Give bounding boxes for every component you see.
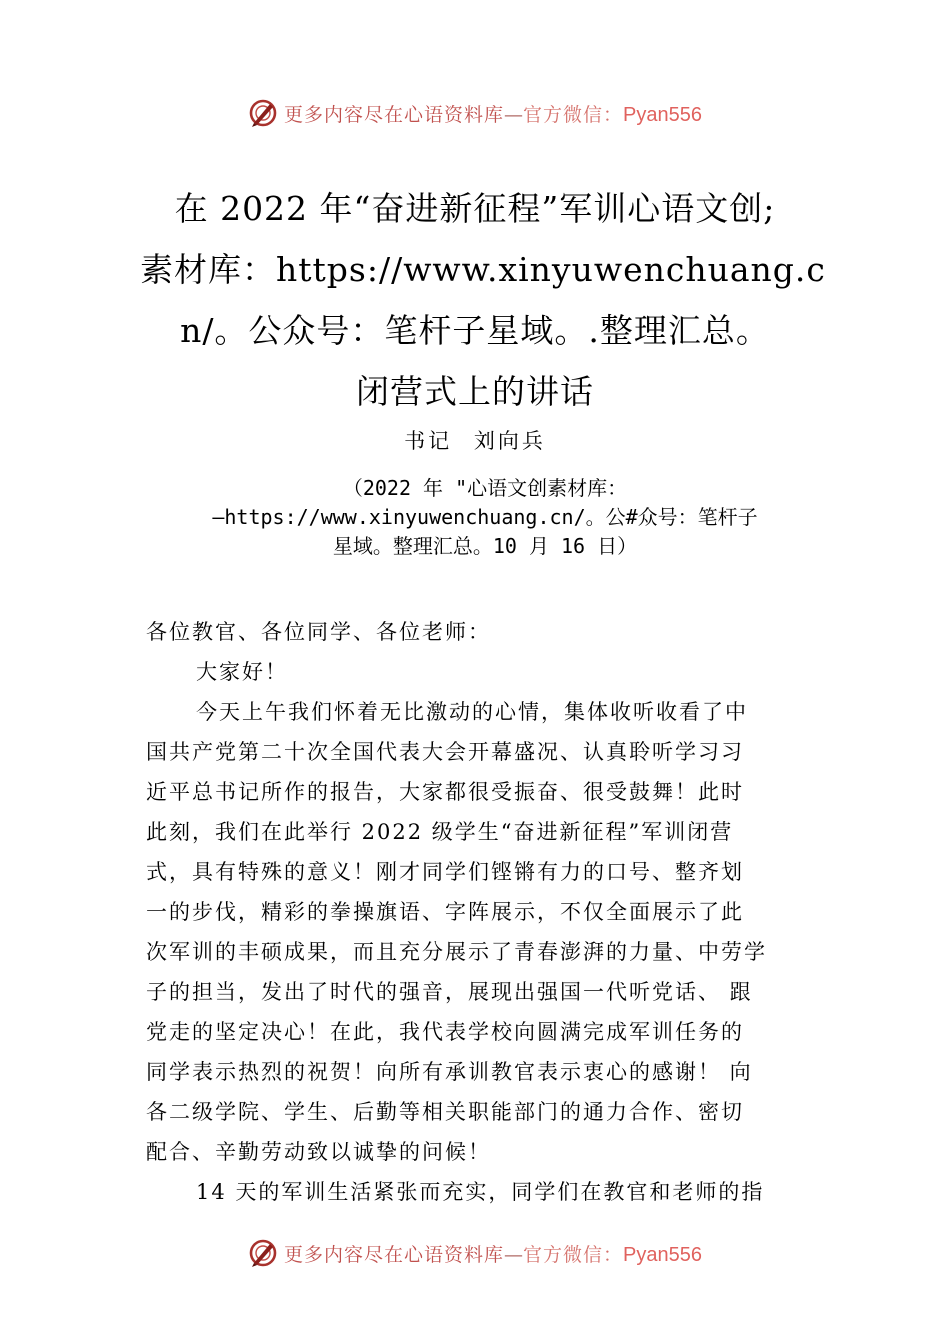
header-banner-text: 更多内容尽在心语资料库—官方微信：Pyan556 <box>284 103 702 126</box>
greeting: 大家好！ <box>196 660 288 684</box>
paragraph-line: 一的步伐，精彩的拳操旗语、字阵展示，不仅全面展示了此 <box>146 900 744 924</box>
wechat-id: Pyan556 <box>623 103 702 126</box>
pen-circle-logo-icon <box>248 98 278 128</box>
pen-circle-logo-icon <box>248 1238 278 1268</box>
document-title <box>140 178 826 422</box>
footer-banner-text: 更多内容尽在心语资料库—官方微信：Pyan556 <box>284 1243 702 1266</box>
title-line: n/。公众号：笔杆子星域。.整理汇总。 <box>180 311 770 350</box>
footer-banner <box>0 1233 950 1273</box>
date-note <box>145 474 825 561</box>
paragraph-line: 配合、辛勤劳动致以诚挚的问候！ <box>146 1140 491 1164</box>
paragraph-line: 式，具有特殊的意义！刚才同学们铿锵有力的口号、整齐划 <box>146 860 744 884</box>
note-line: （2022 年 "心语文创素材库： <box>342 476 628 500</box>
salutation: 各位教官、各位同学、各位老师： <box>146 620 491 644</box>
paragraph-line: 各二级学院、学生、后勤等相关职能部门的通力合作、密切 <box>146 1100 744 1124</box>
paragraph-line: 近平总书记所作的报告，大家都很受振奋、很受鼓舞！此时 <box>146 780 744 804</box>
header-banner <box>0 93 950 133</box>
note-line: 星域。整理汇总。10 月 16 日） <box>332 534 638 558</box>
paragraph-line: 国共产党第二十次全国代表大会开幕盛况、认真聆听学习习 <box>146 740 744 764</box>
title-line: 在 2022 年“奋进新征程”军训心语文创; <box>174 189 776 228</box>
paragraph-line: 次军训的丰硕成果，而且充分展示了青春澎湃的力量、中劳学 <box>146 940 767 964</box>
paragraph-line: 同学表示热烈的祝贺！向所有承训教官表示衷心的感谢！ 向 <box>146 1060 753 1084</box>
note-line: —https://www.xinyuwenchuang.cn/。公#众号：笔杆子 <box>212 505 758 529</box>
title-line: 素材库：https://www.xinyuwenchuang.c <box>140 250 826 289</box>
paragraph-line: 今天上午我们怀着无比激动的心情，集体收听收看了中 <box>196 700 748 724</box>
paragraph-line: 党走的坚定决心！在此，我代表学校向圆满完成军训任务的 <box>146 1020 744 1044</box>
author-line: 书记 刘向兵 <box>404 429 546 453</box>
paragraph-line: 子的担当，发出了时代的强音，展现出强国一代听党话、 跟 <box>146 980 753 1004</box>
speech-body <box>146 612 826 1212</box>
paragraph-line: 此刻，我们在此举行 2022 级学生“奋进新征程”军训闭营 <box>146 820 734 844</box>
paragraph-line: 14 天的军训生活紧张而充实，同学们在教官和老师的指 <box>196 1180 765 1204</box>
wechat-id: Pyan556 <box>623 1243 702 1266</box>
title-line: 闭营式上的讲话 <box>356 372 594 411</box>
